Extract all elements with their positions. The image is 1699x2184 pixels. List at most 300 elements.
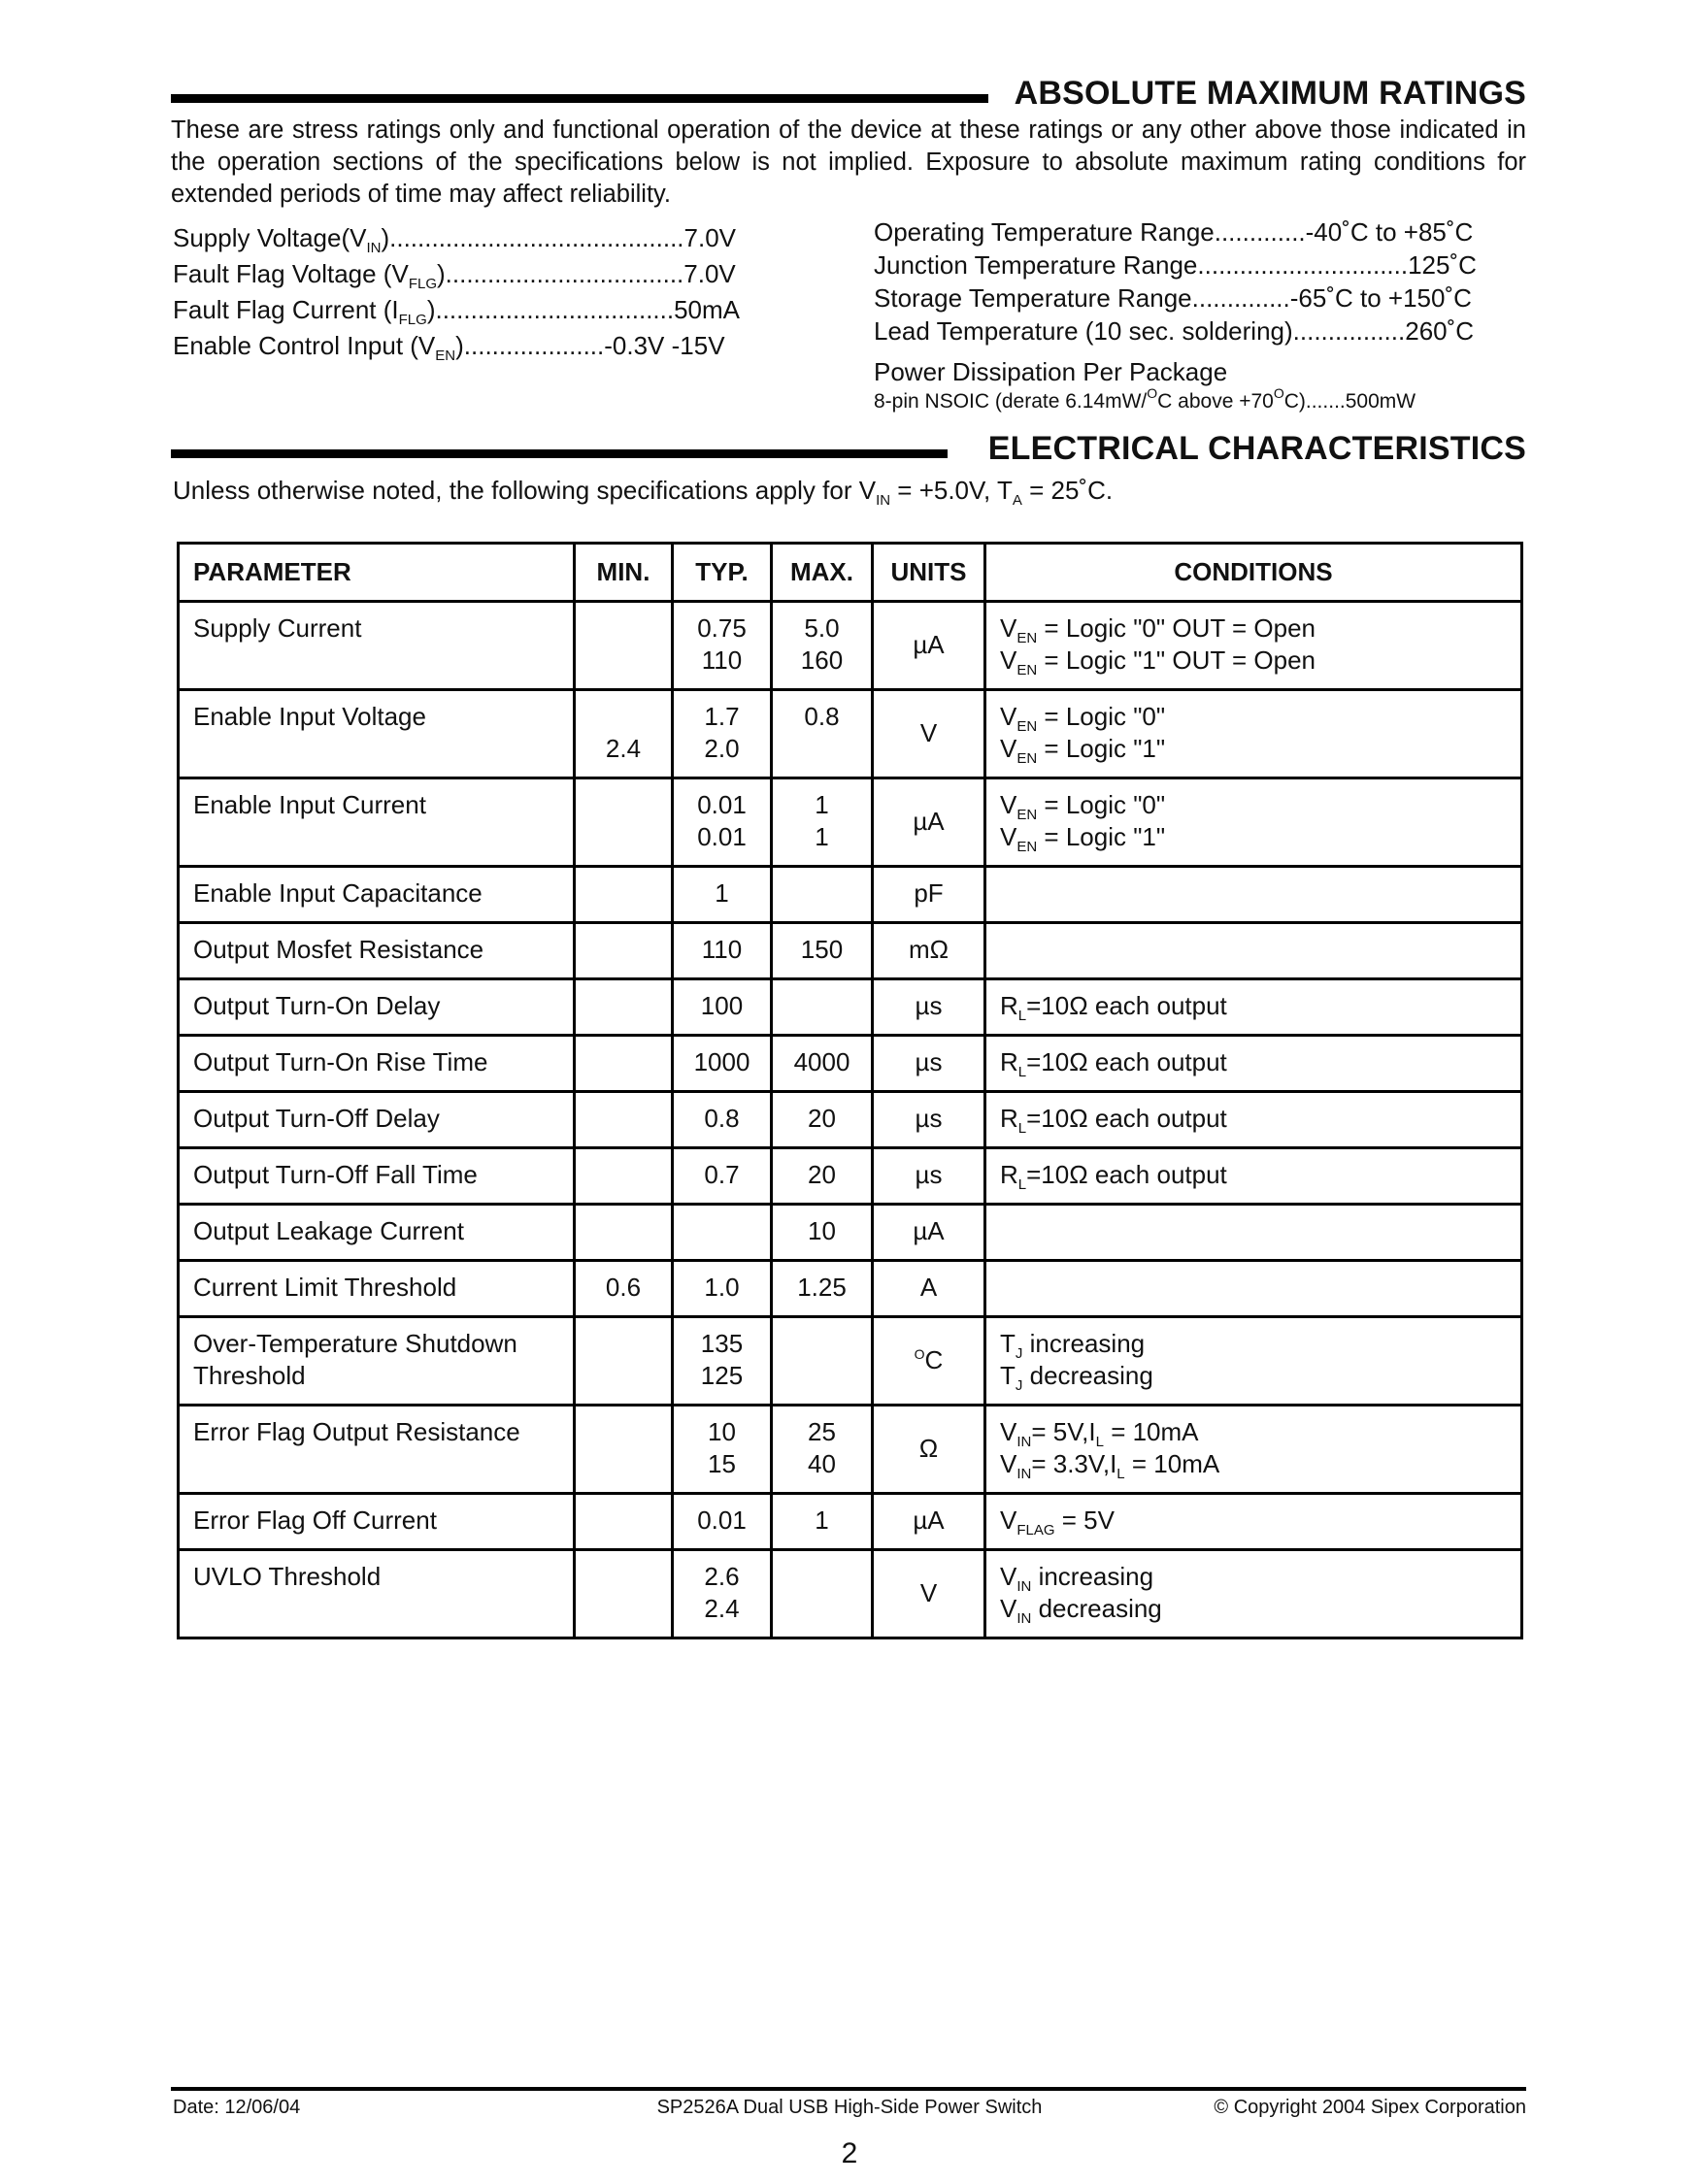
max-value: 25 xyxy=(808,1417,836,1446)
units-value: A xyxy=(919,1273,938,1302)
conditions-cell xyxy=(985,1261,1522,1317)
typ-cell xyxy=(673,1092,772,1148)
max-value xyxy=(781,1360,863,1392)
typ-value xyxy=(682,1215,762,1247)
table-row xyxy=(179,979,1522,1036)
table-row xyxy=(179,1406,1522,1494)
units-value: C xyxy=(924,1344,944,1374)
cond-subscript: L xyxy=(1017,1120,1027,1137)
units-cell xyxy=(873,1317,985,1406)
param-text: UVLO Threshold xyxy=(193,1562,382,1591)
max-cell xyxy=(772,979,873,1036)
conditions-cell xyxy=(985,1092,1522,1148)
cond-text: = Logic "0" OUT = Open xyxy=(1037,613,1316,643)
min-cell xyxy=(575,1205,673,1261)
cond-symbol: V xyxy=(1000,1594,1017,1623)
min-value xyxy=(583,612,663,645)
cond-text: = Logic "1" xyxy=(1037,822,1166,851)
table-row xyxy=(179,602,1522,690)
cond-symbol: R xyxy=(1000,991,1018,1020)
table-row xyxy=(179,1205,1522,1261)
cond-text: = 10mA xyxy=(1124,1449,1220,1478)
condition-line xyxy=(1000,1159,1513,1191)
condition-line xyxy=(1000,645,1513,677)
units-value: V xyxy=(919,1577,938,1607)
cond-text: increasing xyxy=(1031,1562,1154,1591)
cond-text: = 5V,I xyxy=(1031,1417,1096,1446)
section-rule xyxy=(171,449,948,458)
cond-symbol: R xyxy=(1000,1047,1018,1076)
cond-symbol: T xyxy=(1000,1361,1016,1390)
cond-subscript: L xyxy=(1095,1434,1104,1450)
max-cell xyxy=(772,1317,873,1406)
elec-note: Unless otherwise noted, the following specifications apply for $V_{IN} = +5.0V$, $T_A$ = 25˚C. xyxy=(173,476,1114,509)
condition-line xyxy=(1000,1416,1513,1448)
min-value xyxy=(583,1046,663,1078)
max-value xyxy=(781,733,863,765)
min-cell xyxy=(575,778,673,867)
min-value xyxy=(583,645,663,677)
cond-subscript: L xyxy=(1116,1466,1125,1482)
cond-symbol: V xyxy=(1000,1562,1017,1591)
param-cell xyxy=(179,923,575,979)
cond-subscript: L xyxy=(1017,1064,1027,1080)
table-row xyxy=(179,923,1522,979)
condition-line xyxy=(1000,1561,1513,1593)
condition-line xyxy=(1000,990,1513,1022)
param-cell xyxy=(179,1036,575,1092)
typ-cell xyxy=(673,1550,772,1638)
max-value: 1 xyxy=(815,790,829,819)
units-value: mΩ xyxy=(908,935,949,964)
cond-text: decreasing xyxy=(1031,1594,1162,1623)
min-cell xyxy=(575,1261,673,1317)
typ-cell xyxy=(673,1317,772,1406)
electrical-characteristics-table xyxy=(177,542,1523,1639)
max-value: 1 xyxy=(815,1506,829,1535)
cond-text: = Logic "0" xyxy=(1037,702,1166,731)
param-cell xyxy=(179,867,575,923)
condition-line xyxy=(1000,1046,1513,1078)
units-cell xyxy=(873,867,985,923)
max-cell xyxy=(772,602,873,690)
min-value xyxy=(583,1328,663,1360)
max-cell xyxy=(772,690,873,778)
typ-cell xyxy=(673,778,772,867)
footer-date: Date: 12/06/04 xyxy=(173,2097,301,2118)
min-value xyxy=(583,701,663,733)
typ-cell xyxy=(673,1205,772,1261)
units-sup: O xyxy=(914,1345,925,1362)
cond-symbol: V xyxy=(1000,1506,1017,1535)
max-value xyxy=(781,1561,863,1593)
col-header-units: UNITS xyxy=(873,544,985,602)
condition-line xyxy=(1000,701,1513,733)
typ-value: 1000 xyxy=(693,1047,750,1076)
cond-text: = Logic "0" xyxy=(1037,790,1166,819)
max-value: 20 xyxy=(808,1104,836,1133)
condition-line xyxy=(1000,1103,1513,1135)
max-value xyxy=(781,1328,863,1360)
typ-cell xyxy=(673,867,772,923)
table-row xyxy=(179,1494,1522,1550)
condition-line xyxy=(1000,821,1513,853)
param-cell xyxy=(179,602,575,690)
cond-subscript: FLAG xyxy=(1016,1522,1055,1539)
min-cell xyxy=(575,690,673,778)
condition-line xyxy=(1000,1328,1513,1360)
units-value: Ω xyxy=(918,1433,939,1463)
units-cell xyxy=(873,690,985,778)
power-dissipation-note: 8-pin NSOIC (derate 6.14mW/$^O$C above $+70^OC).......500mW$ xyxy=(874,385,1416,413)
param-text: Output Leakage Current xyxy=(193,1216,464,1245)
units-cell xyxy=(873,923,985,979)
units-value: pF xyxy=(914,878,944,908)
typ-value: 0.01 xyxy=(697,822,747,851)
min-value xyxy=(583,1215,663,1247)
min-value xyxy=(583,934,663,966)
rating-fault-flag-current: Fault Flag Current $(I_{FLG})..................................50mA$ xyxy=(173,295,741,328)
typ-cell xyxy=(673,923,772,979)
cond-symbol: V xyxy=(1000,822,1017,851)
typ-value: 2.6 xyxy=(704,1562,740,1591)
typ-cell xyxy=(673,979,772,1036)
typ-cell xyxy=(673,602,772,690)
units-value: µs xyxy=(915,1047,943,1076)
table-row xyxy=(179,1317,1522,1406)
conditions-cell xyxy=(985,778,1522,867)
max-value: 5.0 xyxy=(804,613,840,643)
cond-subscript: EN xyxy=(1016,750,1038,767)
cond-symbol: R xyxy=(1000,1160,1018,1189)
conditions-cell xyxy=(985,923,1522,979)
cond-symbol: V xyxy=(1000,734,1017,763)
table-row xyxy=(179,1148,1522,1205)
page-number: 2 xyxy=(841,2137,858,2169)
typ-value: 135 xyxy=(700,1329,744,1358)
param-text: Output Turn-On Delay xyxy=(193,991,441,1020)
cond-text: =10Ω each output xyxy=(1026,1160,1227,1189)
units-value: µA xyxy=(913,629,945,659)
table-row xyxy=(179,778,1522,867)
param-text: Error Flag Output Resistance xyxy=(193,1417,520,1446)
units-cell xyxy=(873,1092,985,1148)
cond-subscript: EN xyxy=(1016,662,1038,678)
units-value: µs xyxy=(915,1104,943,1133)
abs-max-intro: These are stress ratings only and functional operation of the device at these ratings or any other above those indicated in the operation sections of the specifications below is not implied. Exposure to absolute maximum rating conditions for extended periods of time may affect reliability. xyxy=(171,116,1526,208)
param-text: Output Turn-Off Fall Time xyxy=(193,1160,478,1189)
max-value xyxy=(781,990,863,1022)
cond-text: increasing xyxy=(1022,1329,1146,1358)
footer-copyright: © Copyright 2004 Sipex Corporation xyxy=(1214,2097,1526,2118)
condition-line xyxy=(1000,789,1513,821)
cond-subscript: IN xyxy=(1016,1434,1032,1450)
min-value: 0.6 xyxy=(605,1273,642,1302)
condition-line xyxy=(1000,612,1513,645)
conditions-cell xyxy=(985,1317,1522,1406)
param-cell xyxy=(179,1205,575,1261)
typ-cell xyxy=(673,1148,772,1205)
param-text: Output Turn-Off Delay xyxy=(193,1104,440,1133)
cond-subscript: IN xyxy=(1016,1466,1032,1482)
typ-cell xyxy=(673,1261,772,1317)
typ-value: 125 xyxy=(700,1361,744,1390)
max-value: 1 xyxy=(815,822,829,851)
max-cell xyxy=(772,1261,873,1317)
cond-subscript: EN xyxy=(1016,718,1038,735)
typ-value: 15 xyxy=(708,1449,736,1478)
units-value: V xyxy=(919,717,938,747)
param-cell xyxy=(179,690,575,778)
min-cell xyxy=(575,1148,673,1205)
cond-subscript: J xyxy=(1015,1377,1023,1394)
condition-line xyxy=(1000,1360,1513,1392)
rating-junction-temp: Junction Temperature Range..............................125˚C xyxy=(874,250,1477,280)
conditions-cell xyxy=(985,979,1522,1036)
param-text: Current Limit Threshold xyxy=(193,1273,457,1302)
max-value: 0.8 xyxy=(804,702,840,731)
units-value: µs xyxy=(915,1160,943,1189)
power-dissipation-label: Power Dissipation Per Package xyxy=(874,357,1228,386)
cond-text: = Logic "1" OUT = Open xyxy=(1037,645,1316,675)
typ-value: 1.7 xyxy=(704,702,740,731)
min-value xyxy=(583,789,663,821)
min-cell xyxy=(575,923,673,979)
min-cell xyxy=(575,1092,673,1148)
min-value xyxy=(583,1103,663,1135)
max-cell xyxy=(772,1205,873,1261)
cond-symbol: V xyxy=(1000,645,1017,675)
condition-line xyxy=(1000,1593,1513,1625)
max-value: 4000 xyxy=(793,1047,850,1076)
min-value xyxy=(583,1561,663,1593)
units-value: µA xyxy=(913,1216,945,1245)
cond-symbol: V xyxy=(1000,1449,1017,1478)
min-cell xyxy=(575,1550,673,1638)
units-value: µA xyxy=(913,806,945,836)
conditions-cell xyxy=(985,690,1522,778)
col-header-min: MIN. xyxy=(575,544,673,602)
min-value xyxy=(583,990,663,1022)
cond-text: = 3.3V,I xyxy=(1031,1449,1117,1478)
typ-value: 0.75 xyxy=(697,613,747,643)
min-value: 2.4 xyxy=(605,734,642,763)
min-cell xyxy=(575,1406,673,1494)
min-cell xyxy=(575,979,673,1036)
max-cell xyxy=(772,1550,873,1638)
conditions-cell xyxy=(985,1036,1522,1092)
cond-text: = Logic "1" xyxy=(1037,734,1166,763)
condition-line xyxy=(1000,1448,1513,1480)
condition-line xyxy=(1000,1505,1513,1537)
typ-value: 0.01 xyxy=(697,1506,747,1535)
max-cell xyxy=(772,1148,873,1205)
typ-cell xyxy=(673,1494,772,1550)
conditions-cell xyxy=(985,602,1522,690)
max-cell xyxy=(772,867,873,923)
min-value xyxy=(583,1159,663,1191)
cond-subscript: L xyxy=(1017,1176,1027,1193)
min-cell xyxy=(575,602,673,690)
units-cell xyxy=(873,1205,985,1261)
min-cell xyxy=(575,867,673,923)
rating-fault-flag-voltage: Fault Flag Voltage $(V_{FLG})..................................7.0V$ xyxy=(173,259,736,292)
cond-symbol: V xyxy=(1000,613,1017,643)
cond-text: = 5V xyxy=(1054,1506,1115,1535)
param-cell xyxy=(179,778,575,867)
cond-text: = 10mA xyxy=(1103,1417,1199,1446)
rating-storage-temp: Storage Temperature Range..............-65˚C to +150˚C xyxy=(874,283,1472,313)
units-value: µA xyxy=(913,1506,945,1535)
cond-text: =10Ω each output xyxy=(1026,1104,1227,1133)
param-cell xyxy=(179,1148,575,1205)
cond-text: =10Ω each output xyxy=(1026,991,1227,1020)
conditions-cell xyxy=(985,1205,1522,1261)
param-cell xyxy=(179,1494,575,1550)
param-text: Over-Temperature Shutdown xyxy=(193,1329,517,1358)
typ-value: 110 xyxy=(701,645,743,675)
table-row xyxy=(179,1092,1522,1148)
ratings-right xyxy=(874,215,1477,347)
typ-value: 0.7 xyxy=(704,1160,740,1189)
units-cell xyxy=(873,778,985,867)
param-cell xyxy=(179,1317,575,1406)
typ-value: 0.8 xyxy=(704,1104,740,1133)
param-cell xyxy=(179,1261,575,1317)
max-cell xyxy=(772,778,873,867)
table-row xyxy=(179,1261,1522,1317)
min-value xyxy=(583,877,663,910)
min-cell xyxy=(575,1036,673,1092)
conditions-cell xyxy=(985,1406,1522,1494)
units-value: µs xyxy=(915,991,943,1020)
cond-symbol: T xyxy=(1000,1329,1016,1358)
typ-value: 2.4 xyxy=(704,1594,740,1623)
section-rule xyxy=(171,94,988,103)
typ-value: 100 xyxy=(700,991,744,1020)
max-value xyxy=(781,877,863,910)
typ-value: 1.0 xyxy=(704,1273,740,1302)
cond-text: =10Ω each output xyxy=(1026,1047,1227,1076)
ratings-left xyxy=(173,220,740,364)
conditions-cell xyxy=(985,1494,1522,1550)
cond-subscript: IN xyxy=(1016,1610,1032,1627)
param-text: Output Mosfet Resistance xyxy=(193,935,484,964)
units-cell xyxy=(873,1550,985,1638)
conditions-cell xyxy=(985,867,1522,923)
footer-doc-title: SP2526A Dual USB High-Side Power Switch xyxy=(656,2097,1043,2118)
min-value xyxy=(583,1448,663,1480)
units-cell xyxy=(873,1261,985,1317)
abs-max-header xyxy=(171,68,1526,112)
elec-title: ELECTRICAL CHARACTERISTICS xyxy=(987,430,1526,467)
units-cell xyxy=(873,1148,985,1205)
table-row xyxy=(179,690,1522,778)
rating-enable-control-input: Enable Control Input $(V_{EN})....................-0.3V$ -15V xyxy=(173,331,725,364)
typ-value: 0.01 xyxy=(697,790,747,819)
cond-subscript: EN xyxy=(1016,839,1038,855)
max-cell xyxy=(772,923,873,979)
table-row xyxy=(179,1036,1522,1092)
col-header-max: MAX. xyxy=(772,544,873,602)
max-value xyxy=(781,1593,863,1625)
typ-value: 1 xyxy=(715,878,729,908)
table-row xyxy=(179,1550,1522,1638)
cond-symbol: V xyxy=(1000,1417,1017,1446)
units-cell xyxy=(873,1406,985,1494)
max-cell xyxy=(772,1036,873,1092)
cond-subscript: EN xyxy=(1016,807,1038,823)
rating-operating-temp: Operating Temperature Range.............-40˚C to +85˚C xyxy=(874,217,1474,247)
param-cell xyxy=(179,1550,575,1638)
param-text: Enable Input Voltage xyxy=(193,702,426,731)
units-cell xyxy=(873,979,985,1036)
param-cell xyxy=(179,1406,575,1494)
col-header-parameter: PARAMETER xyxy=(179,544,575,602)
rating-lead-temp: Lead Temperature (10 sec. soldering)................260˚C xyxy=(874,316,1475,346)
max-value: 40 xyxy=(808,1449,836,1478)
min-value xyxy=(583,1505,663,1537)
max-value: 160 xyxy=(800,645,844,675)
condition-line xyxy=(1000,733,1513,765)
param-text: Error Flag Off Current xyxy=(193,1506,437,1535)
param-text: Enable Input Current xyxy=(193,790,426,819)
units-cell xyxy=(873,1036,985,1092)
cond-subscript: L xyxy=(1017,1008,1027,1024)
min-value xyxy=(583,1360,663,1392)
param-cell xyxy=(179,979,575,1036)
col-header-conditions: CONDITIONS xyxy=(985,544,1522,602)
cond-symbol: V xyxy=(1000,790,1017,819)
typ-value: 10 xyxy=(708,1417,736,1446)
param-text: Threshold xyxy=(193,1361,306,1390)
col-header-typ: TYP. xyxy=(673,544,772,602)
max-value: 20 xyxy=(808,1160,836,1189)
param-text: Supply Current xyxy=(193,613,362,643)
param-cell xyxy=(179,1092,575,1148)
typ-value: 110 xyxy=(701,935,743,964)
rating-supply-voltage: Supply $Voltage(V_{IN})..........................................7.0V$ xyxy=(173,223,737,256)
param-text: Output Turn-On Rise Time xyxy=(193,1047,488,1076)
table-row xyxy=(179,867,1522,923)
elec-header xyxy=(171,423,1526,467)
max-value: 150 xyxy=(800,935,844,964)
min-cell xyxy=(575,1317,673,1406)
typ-cell xyxy=(673,1036,772,1092)
abs-max-title: ABSOLUTE MAXIMUM RATINGS xyxy=(1014,75,1526,112)
cond-symbol: R xyxy=(1000,1104,1018,1133)
typ-cell xyxy=(673,1406,772,1494)
table-header-row xyxy=(179,544,1522,602)
max-cell xyxy=(772,1494,873,1550)
units-cell xyxy=(873,1494,985,1550)
typ-cell xyxy=(673,690,772,778)
max-cell xyxy=(772,1406,873,1494)
cond-subscript: EN xyxy=(1016,630,1038,646)
min-value xyxy=(583,1416,663,1448)
cond-symbol: V xyxy=(1000,702,1017,731)
max-cell xyxy=(772,1092,873,1148)
cond-text: decreasing xyxy=(1022,1361,1153,1390)
cond-subscript: IN xyxy=(1016,1578,1032,1595)
min-cell xyxy=(575,1494,673,1550)
table-body xyxy=(179,602,1522,1638)
max-value: 10 xyxy=(808,1216,836,1245)
units-cell xyxy=(873,602,985,690)
conditions-cell xyxy=(985,1550,1522,1638)
param-text: Enable Input Capacitance xyxy=(193,878,483,908)
min-value xyxy=(583,1593,663,1625)
